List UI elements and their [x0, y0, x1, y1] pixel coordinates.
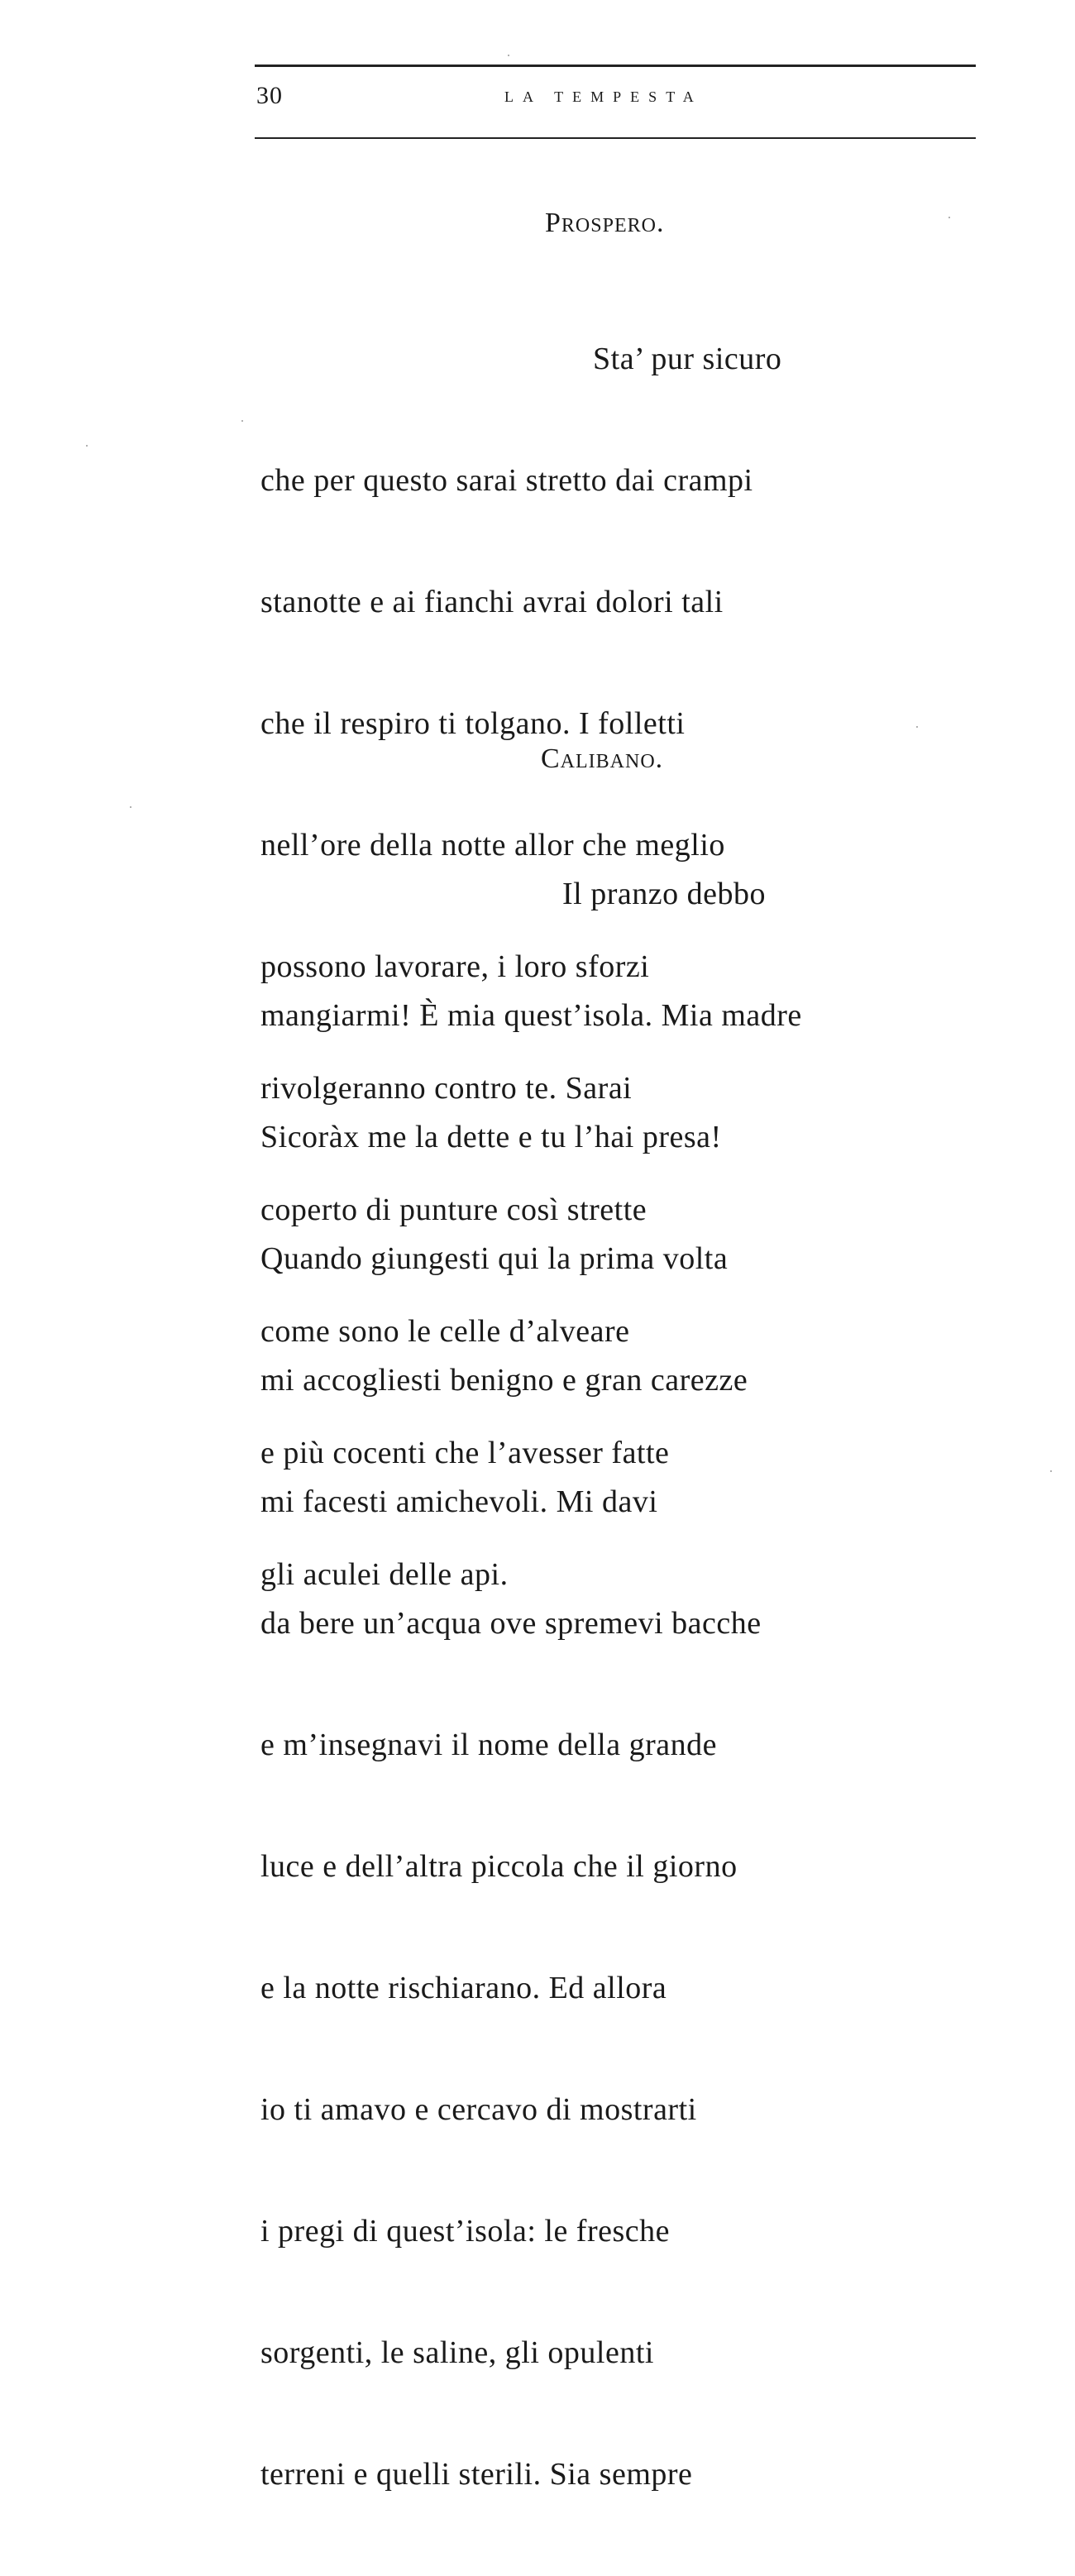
verse-line: come sono le celle d’alveare — [260, 1314, 630, 1349]
verse-line: coperto di punture così strette — [260, 1192, 647, 1227]
paper-speck — [86, 445, 88, 447]
verse-line: stanotte e ai fianchi avrai dolori tali — [260, 585, 724, 619]
verse-line: possono lavorare, i loro sforzi — [260, 949, 650, 984]
verse-line: luce e dell’altra piccola che il giorno — [260, 1849, 738, 1884]
verse-line: e la notte rischiarano. Ed allora — [260, 1971, 667, 2005]
paper-speck — [948, 217, 950, 218]
verse-line: Sta’ pur sicuro — [593, 342, 782, 376]
paper-speck — [241, 420, 243, 422]
paper-speck — [508, 55, 509, 56]
paper-speck — [1050, 1470, 1052, 1472]
verse-line: Quando giungesti qui la prima volta — [260, 1241, 729, 1276]
verse-line: terreni e quelli sterili. Sia sempre — [260, 2457, 693, 2492]
verse-line: da bere un’acqua ove spremevi bacche — [260, 1606, 762, 1641]
paper-speck — [130, 806, 131, 808]
verse-line: nell’ore della notte allor che meglio — [260, 828, 725, 863]
verse-line: mi accogliesti benigno e gran carezze — [260, 1363, 748, 1398]
verse-line: e m’insegnavi il nome della grande — [260, 1728, 717, 1762]
verse-line: e più cocenti che l’avesser fatte — [260, 1436, 670, 1470]
speaker-name: Calibano. — [541, 743, 664, 774]
speech-verse — [260, 793, 802, 2576]
speaker-name: Prospero. — [545, 208, 665, 238]
verse-line: i pregi di quest’isola: le fresche — [260, 2214, 671, 2249]
verse-line: Sicoràx me la dette e tu l’hai presa! — [260, 1120, 722, 1154]
verse-line: gli aculei delle api. — [260, 1557, 509, 1592]
header-top-rule — [255, 65, 976, 67]
verse-line: mangiarmi! È mia quest’isola. Mia madre — [260, 998, 802, 1033]
paper-speck — [916, 726, 918, 728]
running-title: LA TEMPESTA — [504, 88, 703, 105]
verse-line: mi facesti amichevoli. Mi davi — [260, 1484, 658, 1519]
header-bottom-rule — [255, 137, 976, 139]
verse-line: io ti amavo e cercavo di mostrarti — [260, 2092, 697, 2127]
verse-line: sorgenti, le saline, gli opulenti — [260, 2335, 654, 2370]
verse-line: che per questo sarai stretto dai crampi — [260, 463, 753, 498]
verse-line: rivolgeranno contro te. Sarai — [260, 1071, 633, 1106]
verse-line: che il respiro ti tolgano. I folletti — [260, 706, 686, 741]
verse-line: Il pranzo debbo — [562, 877, 766, 911]
page-number: 30 — [256, 82, 283, 109]
